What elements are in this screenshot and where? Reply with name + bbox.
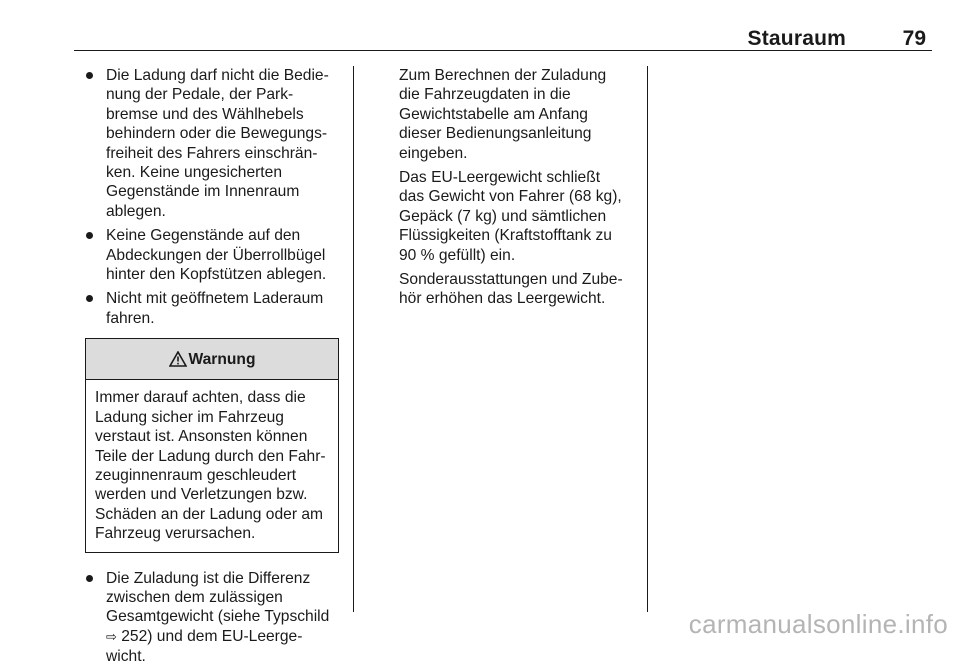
page-reference-arrow-icon: ⇨ <box>106 629 117 645</box>
warning-box <box>85 338 339 552</box>
section-title: Stauraum <box>747 27 846 50</box>
list-item <box>86 66 341 221</box>
bullet-dot <box>86 575 93 582</box>
warning-title: Warnung <box>188 350 256 368</box>
page-number: 79 <box>902 27 926 50</box>
list-item <box>86 569 341 667</box>
page-header <box>74 26 932 51</box>
watermark: carmanualsonline.info <box>688 609 948 639</box>
paragraph: Sonderausstattungen und Zube- hör erhöhen das Leergewicht. <box>399 271 623 308</box>
warning-text: Immer darauf achten, dass die Ladung sicher im Fahrzeug verstaut ist. Ansonsten können Teile der Ladung durch den Fahr- zeuginnenraum geschleudert werden und Verletzungen bzw. Schäden an der Ladung oder am Fahrzeug verursachen. <box>95 389 326 543</box>
list-item-text: Keine Gegenstände auf den Abdeckungen der Überrollbügel hinter den Kopfstützen ablegen. <box>106 227 327 284</box>
list-item-text: Die Ladung darf nicht die Bedie- nung der Pedale, der Park- bremse und des Wählhebels behindern oder die Bewegungs- freiheit des Fahrers einschrän- ken. Keine ungesicherten Gegenstände im Innenraum ablegen. <box>106 67 329 220</box>
list-item-text <box>106 570 329 666</box>
column-divider <box>353 66 354 612</box>
list-item-text-part: Die Zuladung ist die Differenz zwischen dem zulässigen Gesamtgewicht (siehe Typschild <box>106 569 330 626</box>
bullet-dot <box>86 232 93 239</box>
list-item <box>86 289 341 328</box>
warning-triangle-icon <box>169 351 187 367</box>
bullet-dot <box>86 72 93 79</box>
column-divider <box>647 66 648 612</box>
paragraph: Das EU-Leergewicht schließt das Gewicht von Fahrer (68 kg), Gepäck (7 kg) und sämtlichen Flüssigkeiten (Kraftstofftank zu 90 % gefüllt) ein. <box>399 169 622 264</box>
paragraph: Zum Berechnen der Zuladung die Fahrzeugdaten in die Gewichtstabelle am Anfang dieser Bedienungsanleitung eingeben. <box>399 67 607 162</box>
warning-title-bar <box>86 339 338 380</box>
left-column <box>86 66 341 672</box>
list-item-text: Nicht mit geöffnetem Laderaum fahren. <box>106 290 324 327</box>
list-item-text-part: 252) und dem EU-Leerge- wicht. <box>106 627 303 666</box>
list-item <box>86 226 341 284</box>
bullet-dot <box>86 295 93 302</box>
middle-column <box>399 66 639 314</box>
